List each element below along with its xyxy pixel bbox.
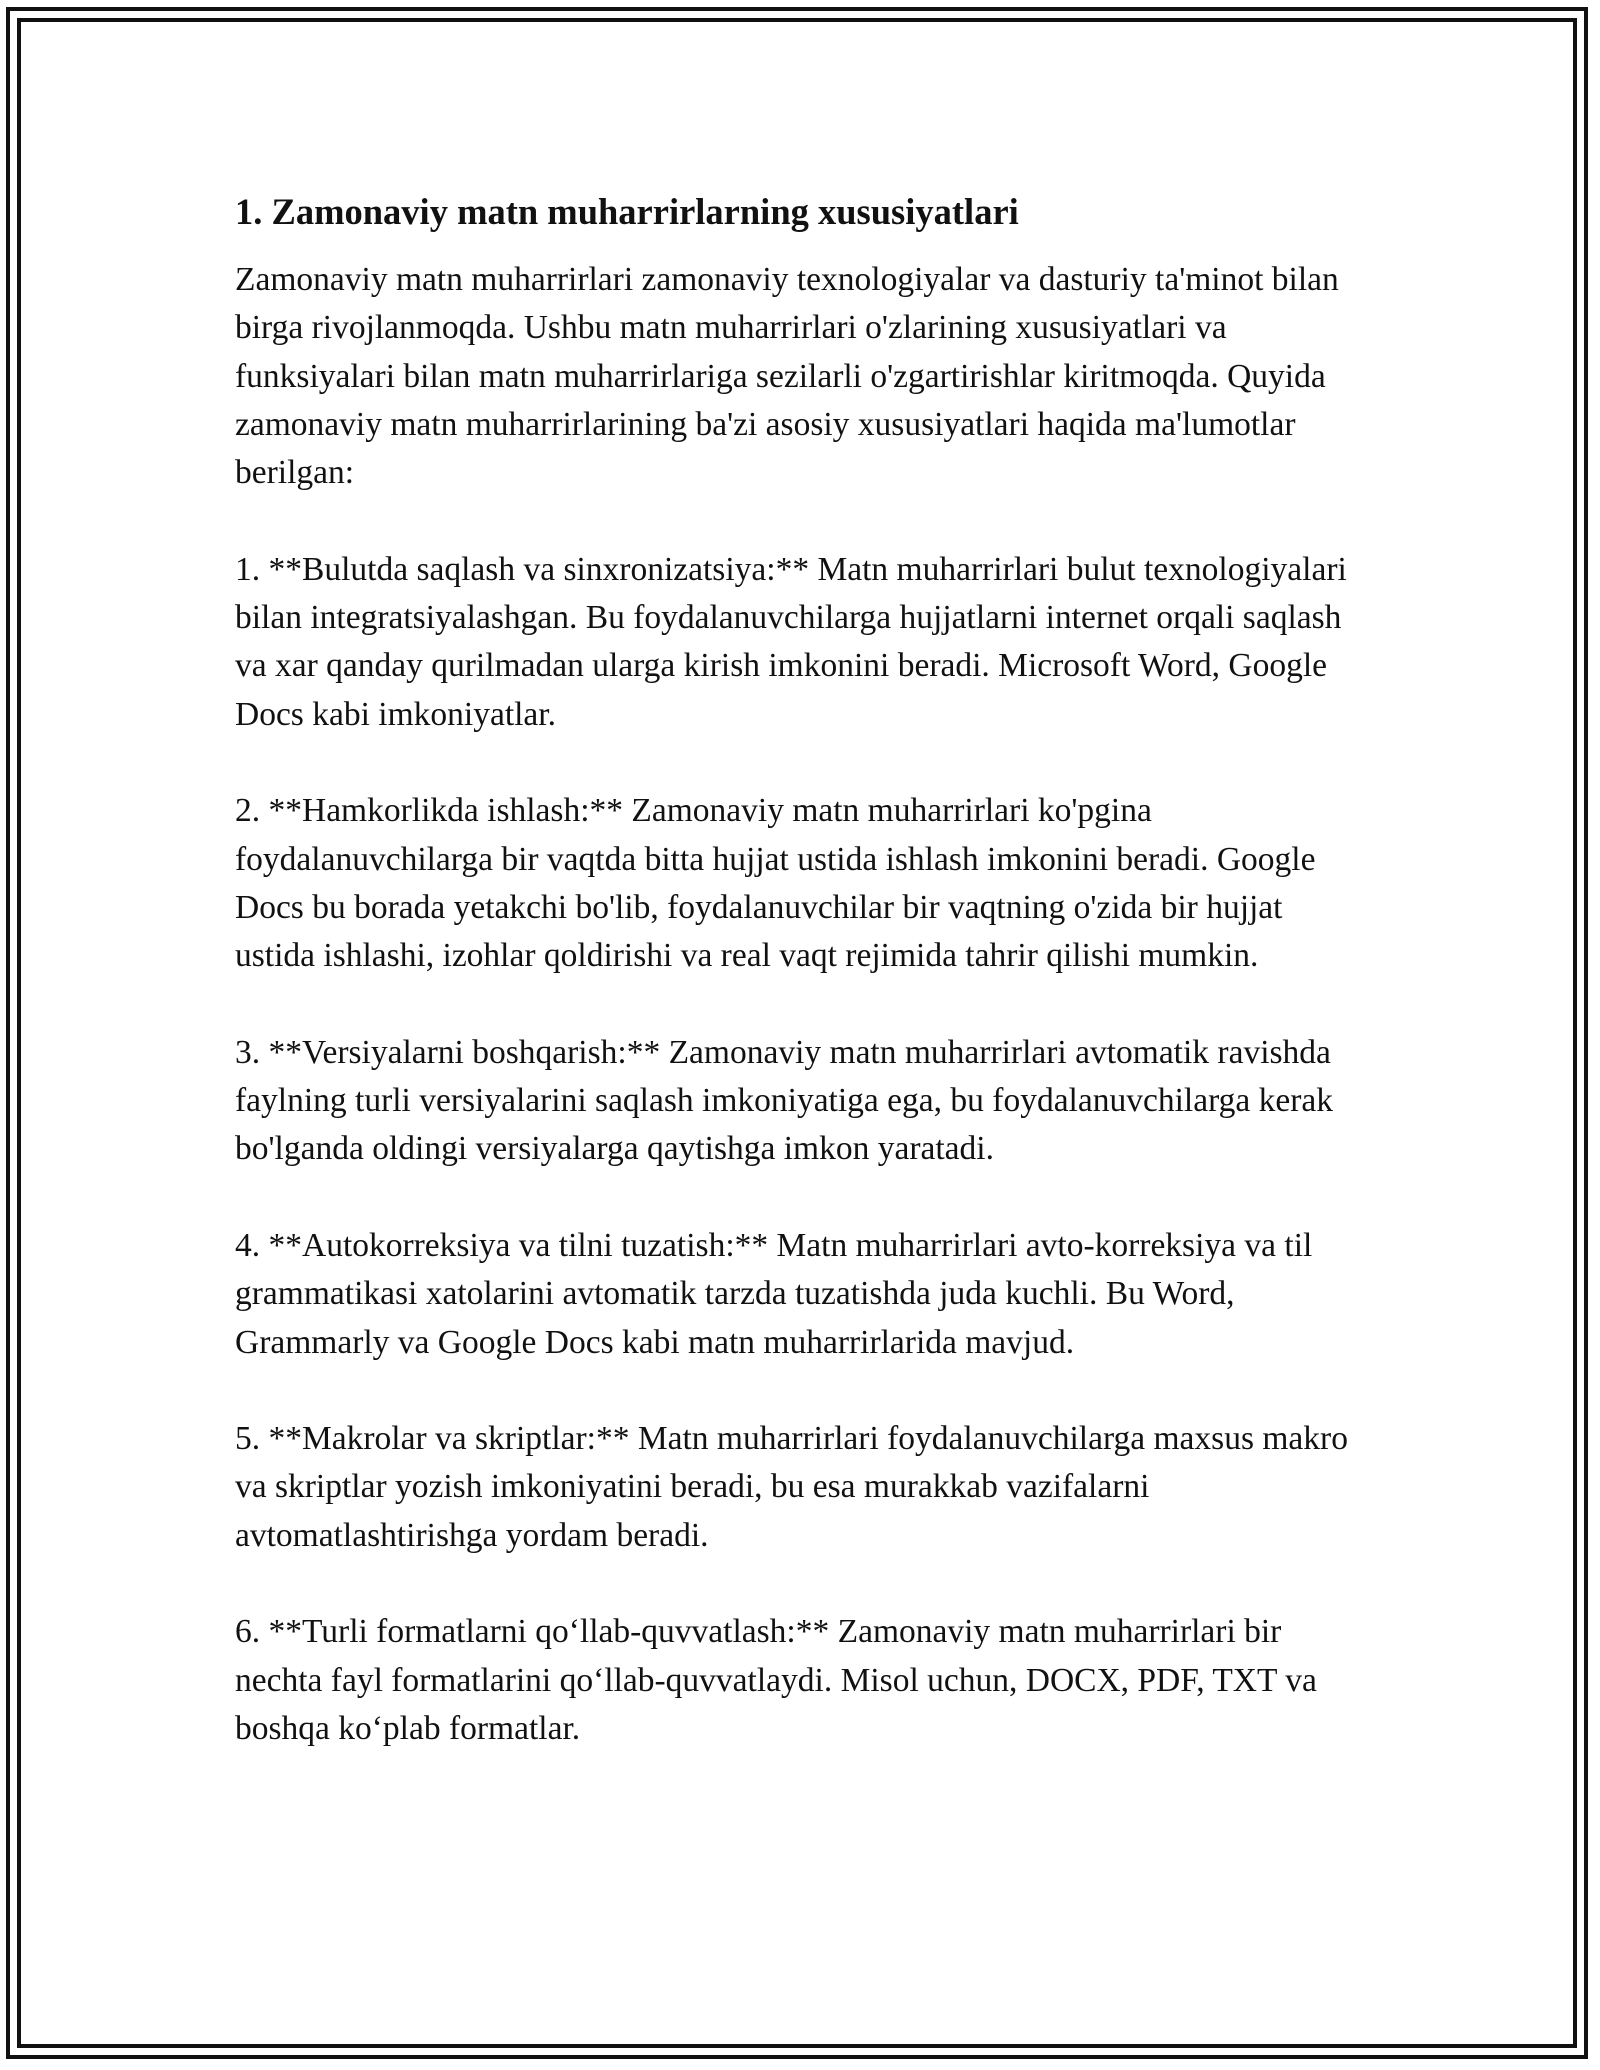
feature-macros-scripts: 5. **Makrolar va skriptlar:** Matn muharrirlari foydalanuvchilarga maxsus makro va skriptlar yozish imkoniyatini beradi, bu esa murakkab vazifalarni avtomatlashtirishga yordam beradi. [235,1420,1348,1554]
feature-version-control: 3. **Versiyalarni boshqarish:** Zamonaviy matn muharrirlari avtomatik ravishda faylning turli versiyalarini saqlash imkoniyatiga ega, bu foydalanuvchilarga kerak bo'lganda oldingi versiyalarga qaytishga imkon yaratadi. [235,1033,1334,1168]
document-body [235,188,1365,1753]
feature-cloud-storage: 1. **Bulutda saqlash va sinxronizatsiya:** Matn muharrirlari bulut texnologiyalari bilan integratsiyalashgan. Bu foydalanuvchilarga hujjatlarni internet orqali saqlash va xar qanday qurilmadan ularga kirish imkonini beradi. Microsoft Word, Google Docs kabi imkoniyatlar. [235,550,1347,733]
feature-autocorrection: 4. **Autokorreksiya va tilni tuzatish:** Matn muharrirlari avto-korreksiya va til grammatikasi xatolarini avtomatik tarzda tuzatishda juda kuchli. Bu Word, Grammarly va Google Docs kabi matn muharrirlarida mavjud. [235,1226,1313,1361]
section-heading: 1. Zamonaviy matn muharrirlarning xususiyatlari [235,191,1019,232]
feature-collaboration: 2. **Hamkorlikda ishlash:** Zamonaviy matn muharrirlari ko'pgina foydalanuvchilarga bir vaqtda bitta hujjat ustida ishlash imkonini beradi. Google Docs bu borada yetakchi bo'lib, foydalanuvchilar bir vaqtning o'zida bir hujjat ustida ishlashi, izohlar qoldirishi va real vaqt rejimida tahrir qilishi mumkin. [235,792,1316,975]
intro-paragraph: Zamonaviy matn muharrirlari zamonaviy texnologiyalar va dasturiy ta'minot bilan birga rivojlanmoqda. Ushbu matn muharrirlari o'zlarining xususiyatlari va funksiyalari bilan matn muharrirlariga sezilarli o'zgartirishlar kiritmoqda. Quyida zamonaviy matn muharrirlarining ba'zi asosiy xususiyatlari haqida ma'lumotlar berilgan: [235,261,1339,492]
feature-format-support: 6. **Turli formatlarni qo‘llab-quvvatlash:** Zamonaviy matn muharrirlari bir nechta fayl formatlarini qo‘llab-quvvatlaydi. Misol uchun, DOCX, PDF, TXT va boshqa ko‘plab formatlar. [235,1613,1317,1747]
